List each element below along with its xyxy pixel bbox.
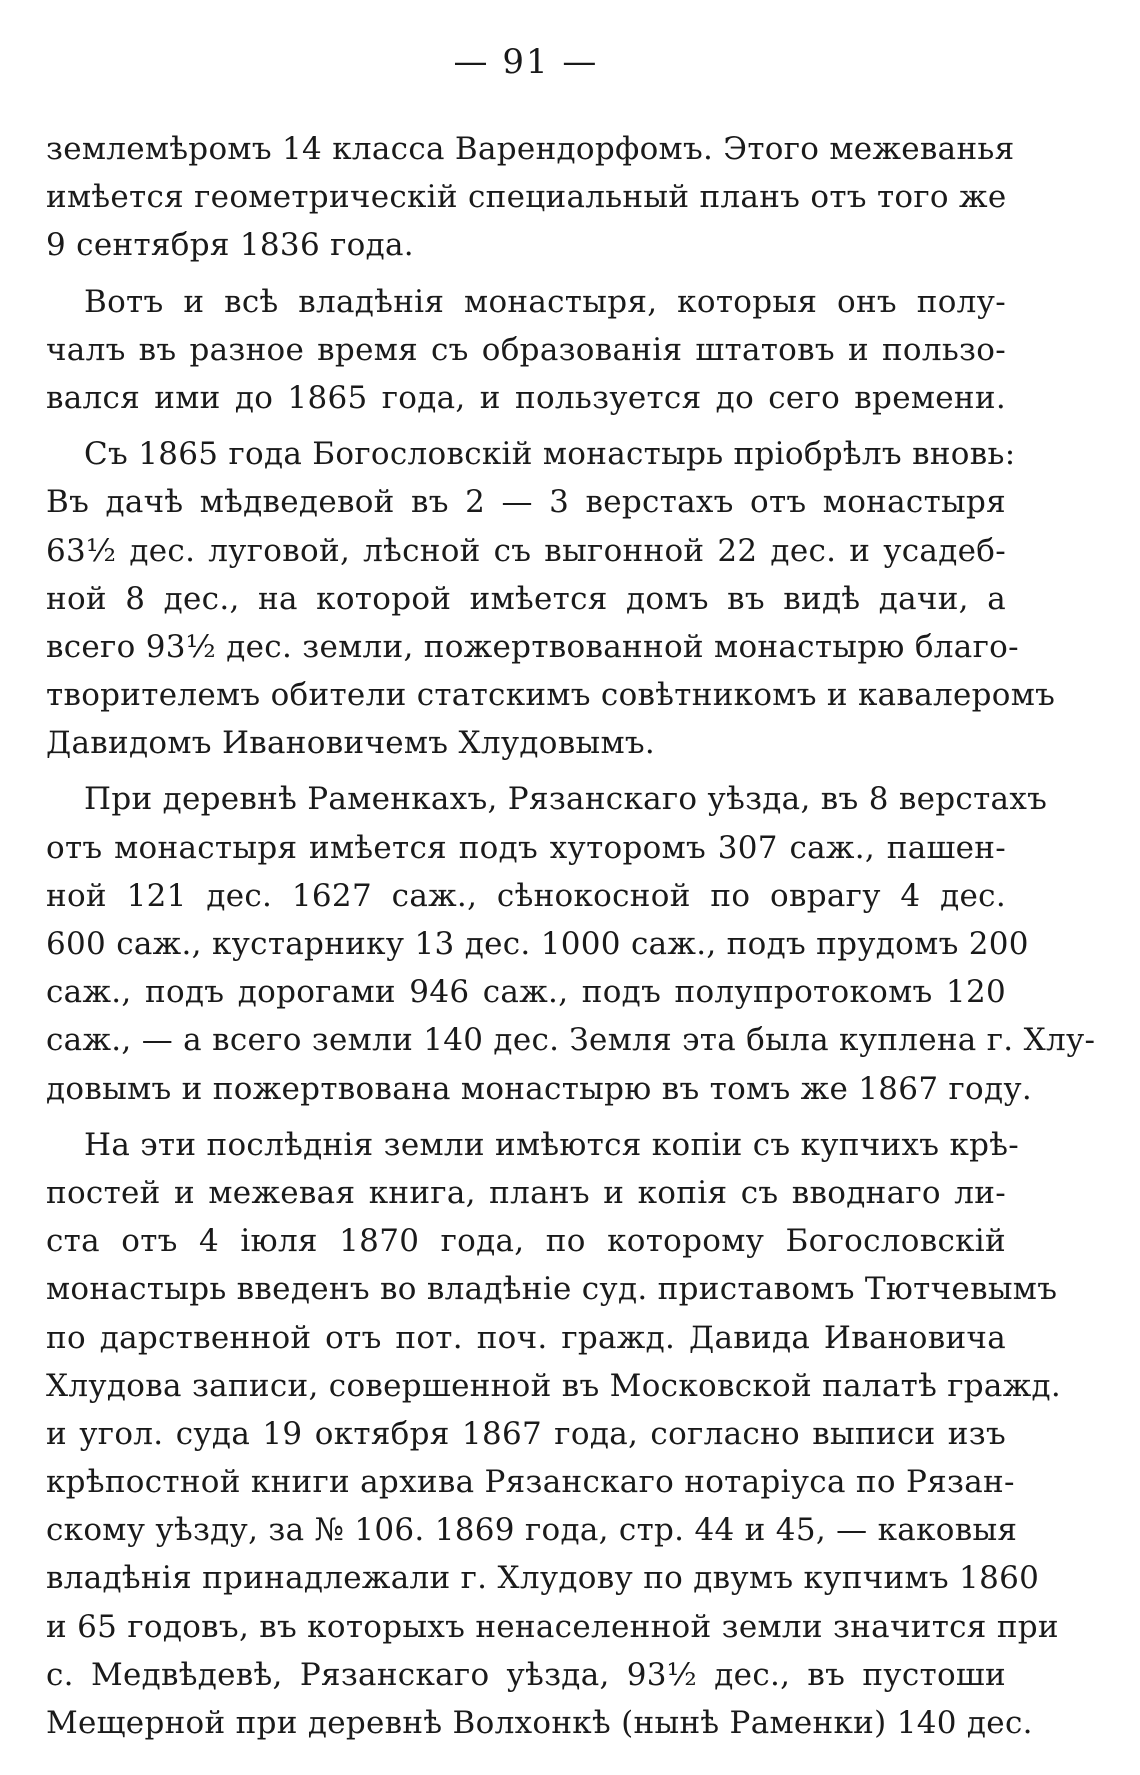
- text-line: довымъ и пожертвована монастырю въ томъ же 1867 году.: [46, 1070, 1033, 1107]
- text-line: скому уѣзду, за № 106. 1869 года, стр. 44 и 45, — каковыя: [46, 1512, 1018, 1549]
- text-line: постей и межевая книга, планъ и копія съ вводнаго ли-: [46, 1174, 1006, 1211]
- text-line: 9 сентября 1836 года.: [46, 227, 414, 264]
- text-line: Съ 1865 года Богословскій монастырь пріобрѣлъ вновь:: [84, 436, 1016, 473]
- text-line: При деревнѣ Раменкахъ, Рязанскаго уѣзда, въ 8 верстахъ: [84, 781, 1048, 818]
- text-line: 63½ дес. луговой, лѣсной съ выгонной 22 дес. и усадеб-: [46, 532, 1006, 569]
- book-page: [46, 0, 1096, 1775]
- text-line: землемѣромъ 14 класса Варендорфомъ. Этого межеванья: [46, 131, 1015, 167]
- text-line: Вотъ и всѣ владѣнія монастыря, которыя онъ полу-: [84, 283, 1006, 320]
- page-number: — 91 —: [453, 42, 599, 82]
- text-line: 600 саж., кустарнику 13 дес. 1000 саж., подъ прудомъ 200: [46, 926, 1029, 962]
- text-line: с. Медвѣдевѣ, Рязанскаго уѣзда, 93½ дес., въ пустоши: [46, 1656, 1006, 1693]
- text-line: и 65 годовъ, въ которыхъ ненаселенной земли значится при: [46, 1608, 1059, 1645]
- text-line: чалъ въ разное время съ образованія штатовъ и пользо-: [46, 331, 1006, 368]
- paragraph: [46, 1121, 1062, 1747]
- text-line: творителемъ обители статскимъ совѣтникомъ и кавалеромъ: [46, 677, 1056, 714]
- text-line: и угол. суда 19 октября 1867 года, согласно выписи изъ: [46, 1415, 1006, 1452]
- text-line: имѣется геометрическій специальный планъ отъ того же: [46, 179, 1007, 216]
- text-line: вался ими до 1865 года, и пользуется до сего времени.: [46, 379, 1006, 416]
- body-text: [46, 125, 1096, 1747]
- paragraph: [46, 278, 1006, 423]
- text-line: крѣпостной книги архива Рязанскаго нотаріуса по Рязан-: [46, 1464, 1015, 1501]
- text-line: саж., — а всего земли 140 дес. Земля эта была куплена г. Хлу-: [46, 1022, 1096, 1059]
- text-line: Давидомъ Ивановичемъ Хлудовымъ.: [46, 725, 656, 762]
- text-line: по дарственной отъ пот. поч. гражд. Давида Ивановича: [46, 1319, 1006, 1356]
- text-line: саж., подъ дорогами 946 саж., подъ полупротокомъ 120: [46, 974, 1006, 1011]
- paragraph: [46, 775, 1096, 1112]
- text-line: отъ монастыря имѣется подъ хуторомъ 307 саж., пашен-: [46, 829, 1006, 866]
- text-line: ной 121 дес. 1627 саж., сѣнокосной по оврагу 4 дес.: [46, 877, 1006, 914]
- paragraph: [46, 125, 1015, 270]
- text-line: ной 8 дес., на которой имѣется домъ въ видѣ дачи, а: [46, 580, 1006, 617]
- paragraph: [46, 430, 1056, 767]
- text-line: ста отъ 4 іюля 1870 года, по которому Богословскій: [46, 1223, 1006, 1260]
- text-line: Въ дачѣ мѣдведевой въ 2 — 3 верстахъ отъ монастыря: [46, 484, 1006, 521]
- text-line: всего 93½ дес. земли, пожертвованной монастырю благо-: [46, 628, 1019, 665]
- text-line: монастырь введенъ во владѣніе суд. приставомъ Тютчевымъ: [46, 1271, 1058, 1308]
- text-line: На эти послѣднія земли имѣются копіи съ купчихъ крѣ-: [84, 1126, 1020, 1163]
- text-line: Хлудова записи, совершенной въ Московской палатѣ гражд.: [46, 1367, 1062, 1404]
- text-line: владѣнія принадлежали г. Хлудову по двумъ купчимъ 1860: [46, 1560, 1040, 1597]
- text-line: Мещерной при деревнѣ Волхонкѣ (нынѣ Раменки) 140 дес.: [46, 1705, 1033, 1741]
